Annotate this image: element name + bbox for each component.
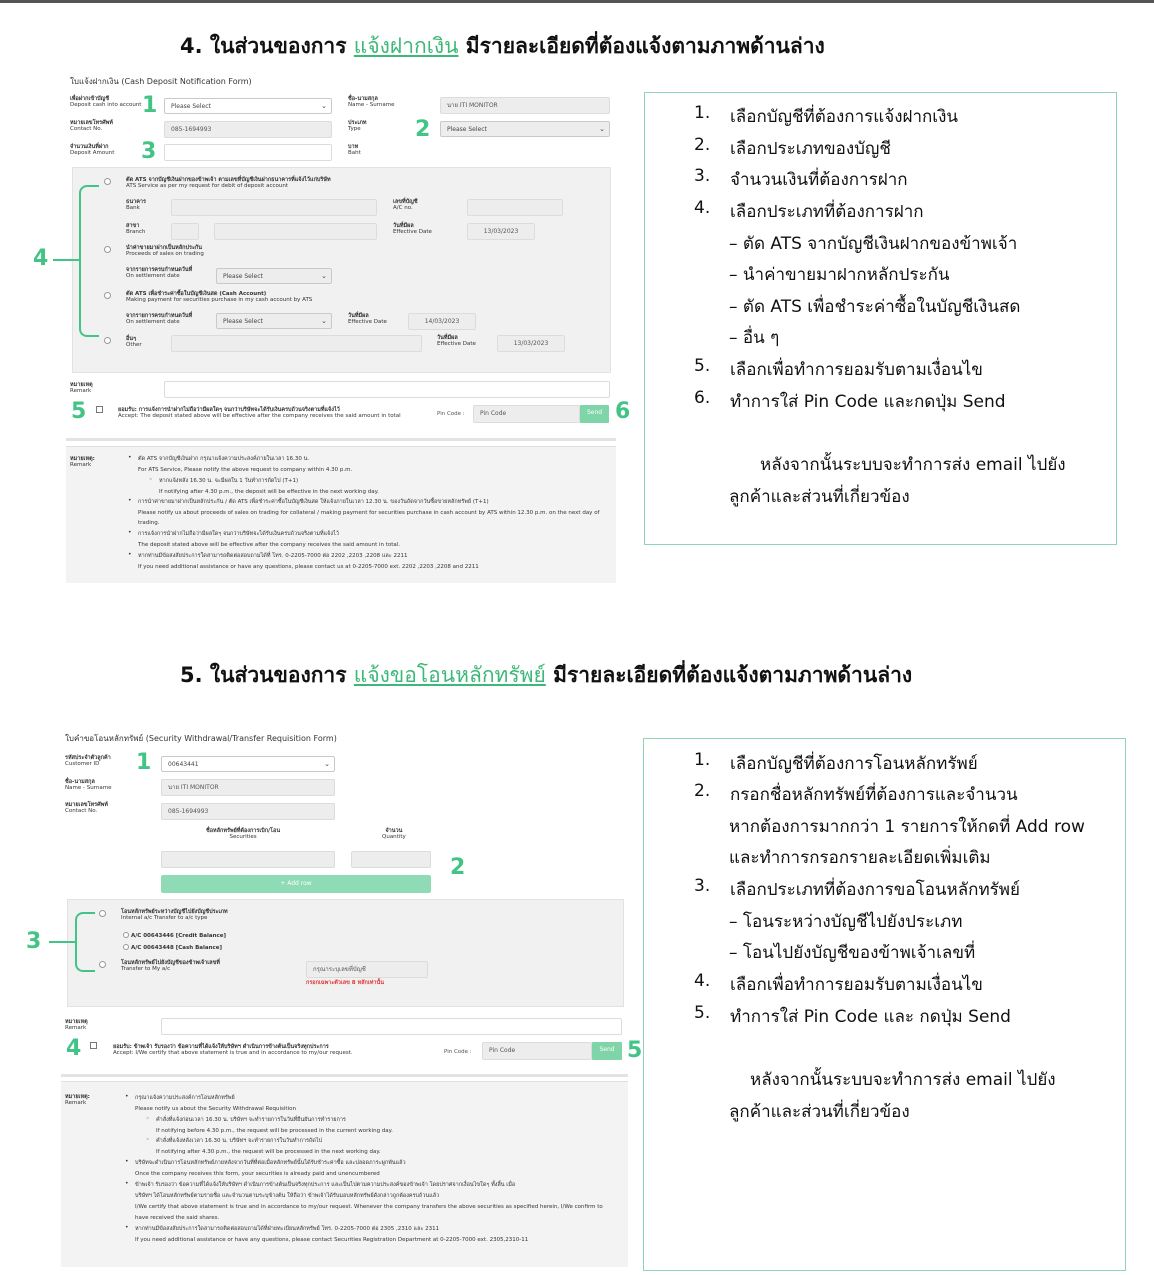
marker-3: 3: [141, 139, 157, 164]
section5-heading-link[interactable]: แจ้งขอโอนหลักทรัพย์: [353, 663, 546, 687]
section5-heading-post: มีรายละเอียดที่ต้องแจ้งตามภาพด้านล่าง: [545, 663, 913, 687]
accept-checkbox[interactable]: [96, 406, 103, 413]
accept-label: ยอมรับ: การแจ้งการนำฝากไม่ถือว่ามีผลใดๆ จนกว่าบริษัทจะได้รับเงินครบถ้วนจริงตามที่แจ้งไว้ Accept: The deposit stated above will be effective after the company receives the said amount in total: [118, 407, 401, 419]
s4-sub-3: – ตัด ATS เพื่อชำระค่าซื้อในบัญชีเงินสด: [729, 297, 1021, 317]
remarks-head: หมายเหตุ: Remark: [70, 456, 95, 468]
chevron-down-icon: ⌄: [599, 125, 605, 133]
marker-3: 3: [26, 929, 42, 954]
eff-label-2: วันที่มีผล Effective Date: [348, 313, 387, 325]
remark-4: หากท่านมีข้อสงสัยประการใดสามารถติดต่อสอบถามได้ที่ฝ่ายทะเบียนหลักทรัพย์ โทร. 0-2205-7000 ต่อ 2305 ,2310 และ 2311: [135, 1226, 440, 1232]
remark-3-en: The deposit stated above will be effective after the company receives the said amount in total.: [138, 542, 401, 548]
section4-heading-pre: 4. ในส่วนของการ: [180, 34, 354, 58]
opt-ats-cash-radio[interactable]: [104, 292, 111, 299]
remark-1a: หากแจ้งหลัง 16.30 น. จะมีผลใน 1 วันทำการถัดไป (T+1): [159, 478, 299, 484]
pin-input[interactable]: Pin Code: [482, 1042, 592, 1060]
eff-date-1[interactable]: 13/03/2023: [467, 223, 535, 240]
section4-heading-link[interactable]: แจ้งฝากเงิน: [353, 34, 459, 58]
account-hint: กรอกเฉพาะตัวเลข 8 หลักเท่านั้น: [306, 980, 384, 986]
baht-label: บาท Baht: [348, 144, 361, 156]
section4-heading: [180, 30, 825, 63]
quantity-field[interactable]: [351, 851, 431, 868]
remark-3-en2: have received the said shares.: [135, 1215, 220, 1221]
s5-sub-2: – โอนไปยังบัญชีของข้าพเจ้าเลขที่: [729, 943, 976, 963]
bullet: •: [125, 1158, 129, 1165]
marker-4: 4: [33, 246, 49, 271]
account-select[interactable]: Please Select ⌄: [164, 98, 332, 114]
bullet: •: [125, 1093, 129, 1100]
eff-date-3[interactable]: 13/03/2023: [497, 335, 565, 352]
amount-field[interactable]: [164, 144, 332, 161]
remark-3-en: I/We certify that above statement is true and in accordance to my/our request. Whenever the company transfers the above securities as specified herein, I/We confirm to: [135, 1204, 603, 1210]
acct2-radio[interactable]: [123, 944, 129, 950]
remark-2: บริษัทจะดำเนินการโอนหลักทรัพย์ภายหลังจากวันที่ที่ต่อเมื่อหลักทรัพย์นั้นได้รับชำระค่าซื้อ และปลอดภาระผูกพันแล้ว: [135, 1160, 406, 1166]
acct1-label: A/C 00643446 [Credit Balance]: [131, 933, 227, 939]
eff-label-3: วันที่มีผล Effective Date: [437, 335, 476, 347]
bullet: •: [128, 551, 132, 558]
opt-other-label: อื่นๆ Other: [126, 336, 142, 348]
marker-1: 1: [142, 93, 158, 118]
s4-sub-1: – ตัด ATS จากบัญชีเงินฝากของข้าพเจ้า: [729, 234, 1018, 254]
bracket-tick: [49, 941, 75, 943]
contact-field[interactable]: 085-1694993: [164, 121, 332, 138]
marker-6: 6: [615, 399, 631, 424]
s5-inst-2-cont2: และทำการกรอกรายละเอียดเพิ่มเติม: [729, 848, 991, 868]
s4-sub-2: – นำค่าขายมาฝากหลักประกัน: [729, 265, 950, 285]
send-button[interactable]: Send: [580, 405, 609, 423]
top-border: [0, 0, 1154, 3]
branch-label: สาขา Branch: [126, 223, 146, 235]
accept-checkbox[interactable]: [90, 1042, 97, 1049]
type-select[interactable]: Please Select ⌄: [440, 121, 610, 137]
marker-5: 5: [71, 399, 87, 424]
bracket-tick: [53, 259, 79, 261]
opt-myacct-radio[interactable]: [99, 961, 106, 968]
chevron-down-icon: ⌄: [324, 760, 330, 768]
amount-label: จำนวนเงินที่ฝาก Deposit Amount: [70, 144, 115, 156]
divider: [61, 1074, 628, 1077]
marker-4: 4: [66, 1036, 82, 1061]
bullet: •: [128, 454, 132, 461]
sub-bullet: ◦: [146, 1136, 150, 1143]
accept-label: ยอมรับ: ข้าพเจ้า รับรองว่า ข้อความที่ได้แจ้งให้บริษัทฯ ดำเนินการข้างต้นเป็นจริงทุกประการ Accept: I/We certify that above statement is true and in accordance to my/our request.: [113, 1044, 353, 1056]
pin-label: Pin Code :: [444, 1049, 472, 1055]
bank-field[interactable]: [171, 199, 377, 216]
settle-select-1[interactable]: Please Select ⌄: [216, 268, 332, 284]
remark-1: กรุณาแจ้งความประสงค์การโอนหลักทรัพย์: [135, 1095, 235, 1101]
opt-proceeds-radio[interactable]: [104, 246, 111, 253]
opt-ats-radio[interactable]: [104, 178, 111, 185]
opt-myacct-label: โอนหลักทรัพย์ไปยังบัญชีของข้าพเจ้าเลขที่ Transfer to My a/c: [121, 960, 220, 972]
remark-1b: คำสั่งที่แจ้งหลังเวลา 16.30 น. บริษัทฯ จะทำรายการในวันทำการถัดไป: [156, 1138, 323, 1144]
bank-label: ธนาคาร Bank: [126, 199, 146, 211]
remark-2: การนำค่าขายมาฝากเป็นหลักประกัน / ตัด ATS เพื่อชำระค่าซื้อในบัญชีเงินสด ให้แจ้งภายในเวลา 12.30 น. ของวันถัดจากวันซื้อขายหลักทรัพย์ (T+1): [138, 499, 489, 505]
name-label: ชื่อ-นามสกุล Name - Surname: [65, 779, 112, 791]
remark-field[interactable]: [164, 381, 610, 398]
sub-bullet: ◦: [149, 476, 153, 483]
chevron-down-icon: ⌄: [321, 317, 327, 325]
settle-label-1: จากรายการครบกำหนดวันที่ On settlement date: [126, 267, 193, 279]
acno-field[interactable]: [467, 199, 563, 216]
send-button[interactable]: Send: [592, 1042, 622, 1060]
form-title: ใบคำขอโอนหลักทรัพย์ (Security Withdrawal/Transfer Requisition Form): [65, 734, 337, 743]
name-label: ชื่อ-นามสกุล Name - Surname: [348, 96, 395, 108]
marker-2: 2: [450, 855, 466, 880]
name-field[interactable]: นาย ITI MONITOR: [440, 97, 610, 114]
marker-5: 5: [627, 1038, 643, 1063]
chevron-down-icon: ⌄: [321, 102, 327, 110]
add-row-button[interactable]: + Add row: [161, 875, 431, 893]
pin-input[interactable]: Pin Code: [473, 405, 580, 423]
remark-4-en: If you need additional assistance or have any questions, please contact us at 0-2205-7000 ext. 2202 ,2203 ,2208 and 2211: [138, 564, 479, 570]
customer-select[interactable]: 00643441 ⌄: [161, 756, 335, 772]
acct2-label: A/C 00643448 [Cash Balance]: [131, 945, 223, 951]
remark-2-en: Please notify us about proceeds of sales on trading for collateral / making payment for securities purchase in cash account by ATS within 12.30 p.m. on the next day of: [138, 510, 600, 516]
remark-label: หมายเหตุ Remark: [65, 1019, 88, 1031]
s4-sub-4: – อื่น ๆ: [729, 328, 780, 348]
contact-field[interactable]: 085-1694993: [161, 803, 335, 820]
acno-label: เลขที่บัญชี A/C no.: [393, 199, 418, 211]
branch-field[interactable]: [171, 223, 199, 240]
contact-label: หมายเลขโทรศัพท์ Contact No.: [65, 802, 108, 814]
bracket: [75, 912, 95, 972]
type-label: ประเภท Type: [348, 120, 367, 132]
s5-after-2: ลูกค้าและส่วนที่เกี่ยวข้อง: [729, 1102, 910, 1122]
bullet: •: [125, 1180, 129, 1187]
remark-1a-en: If notifying before 4.30 p.m., the request will be processed in the current working day.: [156, 1128, 393, 1134]
divider: [66, 438, 616, 441]
marker-1: 1: [136, 750, 152, 775]
remarks-head: หมายเหตุ: Remark: [65, 1094, 90, 1106]
remark-field[interactable]: [161, 1018, 622, 1035]
section4-heading-post: มีรายละเอียดที่ต้องแจ้งตามภาพด้านล่าง: [458, 34, 825, 58]
form-title: ใบแจ้งฝากเงิน (Cash Deposit Notification Form): [70, 77, 252, 86]
sub-bullet: ◦: [146, 1115, 150, 1122]
other-field[interactable]: [171, 335, 422, 352]
remark-4: หากท่านมีข้อสงสัยประการใดสามารถติดต่อสอบถามได้ที่ โทร. 0-2205-7000 ต่อ 2202 ,2203 ,2208 และ 2211: [138, 553, 408, 559]
s5-after-1: หลังจากนั้นระบบจะทำการส่ง email ไปยัง: [750, 1070, 1056, 1090]
remark-1a-en: If notifying after 4.30 p.m., the deposit will be effective in the next working day.: [159, 489, 379, 495]
security-transfer-form-screenshot: [61, 727, 628, 1267]
sec-head: ชื่อหลักทรัพย์ที่ต้องการเบิก/โอน Securities: [206, 828, 281, 840]
remark-1-en: Please notify us about the Security Withdrawal Requisition: [135, 1106, 296, 1112]
remark-3: การแจ้งการนำฝากไม่ถือว่ามีผลใดๆ จนกว่าบริษัทจะได้รับเงินครบถ้วนจริงตามที่แจ้งไว้: [138, 531, 339, 537]
bullet: •: [128, 529, 132, 536]
settle-label-2: จากรายการครบกำหนดวันที่ On settlement date: [126, 313, 193, 325]
bullet: •: [128, 497, 132, 504]
qty-head: จำนวน Quantity: [382, 828, 406, 840]
bracket: [79, 185, 99, 337]
remark-label: หมายเหตุ Remark: [70, 382, 93, 394]
marker-2: 2: [415, 117, 431, 142]
account-label: เพื่อฝากเข้าบัญชี Deposit cash into account: [70, 96, 142, 108]
eff-date-2[interactable]: 14/03/2023: [408, 313, 476, 330]
remark-4-en: If you need additional assistance or have any questions, please contact Securities Registration Department at 0-2205-7000 ext. 2305,2310-11: [135, 1237, 529, 1243]
opt-internal-radio[interactable]: [99, 910, 106, 917]
bullet: •: [125, 1224, 129, 1231]
section5-heading-pre: 5. ในส่วนของการ: [180, 663, 354, 687]
security-field[interactable]: [161, 851, 335, 868]
s4-after-2: ลูกค้าและส่วนที่เกี่ยวข้อง: [729, 487, 910, 507]
remark-1b-en: If notifying after 4.30 p.m., the request will be processed in the next working day.: [156, 1149, 381, 1155]
remark-1a: คำสั่งที่แจ้งก่อนเวลา 16.30 น. บริษัทฯ จะทำรายการในวันที่ยืนยันการทำรายการ: [156, 1117, 346, 1123]
account-no-input[interactable]: กรุณาระบุเลขที่บัญชี: [306, 961, 428, 978]
opt-ats-label: ตัด ATS จากบัญชีเงินฝากของข้าพเจ้า ตามเลขที่บัญชีเงินฝากธนาคารที่แจ้งไว้แก่บริษัท ATS Service as per my request for debit of deposit account: [126, 177, 331, 189]
remark-3: ข้าพเจ้า รับรองว่า ข้อความที่ได้แจ้งให้บริษัทฯ ดำเนินการข้างต้นเป็นจริงทุกประการ และเป็นไปตามความประสงค์ของข้าพเจ้า โดยปราศจากเงื่อนไขใดๆ ทั้งสิ้น เมื่อ: [135, 1182, 516, 1188]
remark-2-en2: trading.: [138, 520, 160, 526]
s5-sub-1: – โอนระหว่างบัญชีไปยังประเภท: [729, 912, 963, 932]
acct1-radio[interactable]: [123, 932, 129, 938]
cust-label: รหัสประจำตัวลูกค้า Customer ID: [65, 755, 111, 767]
section5-heading: [180, 659, 912, 692]
branch-name-field[interactable]: [214, 223, 377, 240]
remark-1: ตัด ATS จากบัญชีเงินฝาก กรุณาแจ้งความประสงค์ภายในเวลา 16.30 น.: [138, 456, 310, 462]
settle-select-2[interactable]: Please Select ⌄: [216, 313, 332, 329]
opt-proceeds-label: นำค่าขายมาฝากเป็นหลักประกัน Proceeds of sales on trading: [126, 245, 204, 257]
pin-label: Pin Code :: [437, 411, 465, 417]
opt-other-radio[interactable]: [104, 337, 111, 344]
contact-label: หมายเลขโทรศัพท์ Contact No.: [70, 120, 113, 132]
s4-after-1: หลังจากนั้นระบบจะทำการส่ง email ไปยัง: [760, 455, 1066, 475]
opt-internal-label: โอนหลักทรัพย์ระหว่างบัญชีไปยังบัญชีประเภท Internal a/c Transfer to a/c type: [121, 909, 228, 921]
remark-3-th2: บริษัทฯ ได้โอนหลักทรัพย์ตามรายชื่อ และจำนวนตามระบุข้างต้น ให้ถือว่า ข้าพเจ้าได้รับมอบหลักทรัพย์ดังกล่าวถูกต้องครบถ้วนแล้ว: [135, 1193, 440, 1199]
s5-inst-2-cont1: หากต้องการมากกว่า 1 รายการให้กดที่ Add row: [729, 817, 1085, 837]
remark-1-en: For ATS Service, Please notify the above request to company within 4.30 p.m.: [138, 467, 353, 473]
name-field[interactable]: นาย ITI MONITOR: [161, 779, 335, 796]
chevron-down-icon: ⌄: [321, 272, 327, 280]
eff-label-1: วันที่มีผล Effective Date: [393, 223, 432, 235]
remark-2-en: Once the company receives this form, your securities is already paid and unencumbered: [135, 1171, 380, 1177]
opt-ats-cash-label: ตัด ATS เพื่อชำระค่าซื้อในบัญชีเงินสด (Cash Account) Making payment for securities purchase in my cash account by ATS: [126, 291, 313, 303]
